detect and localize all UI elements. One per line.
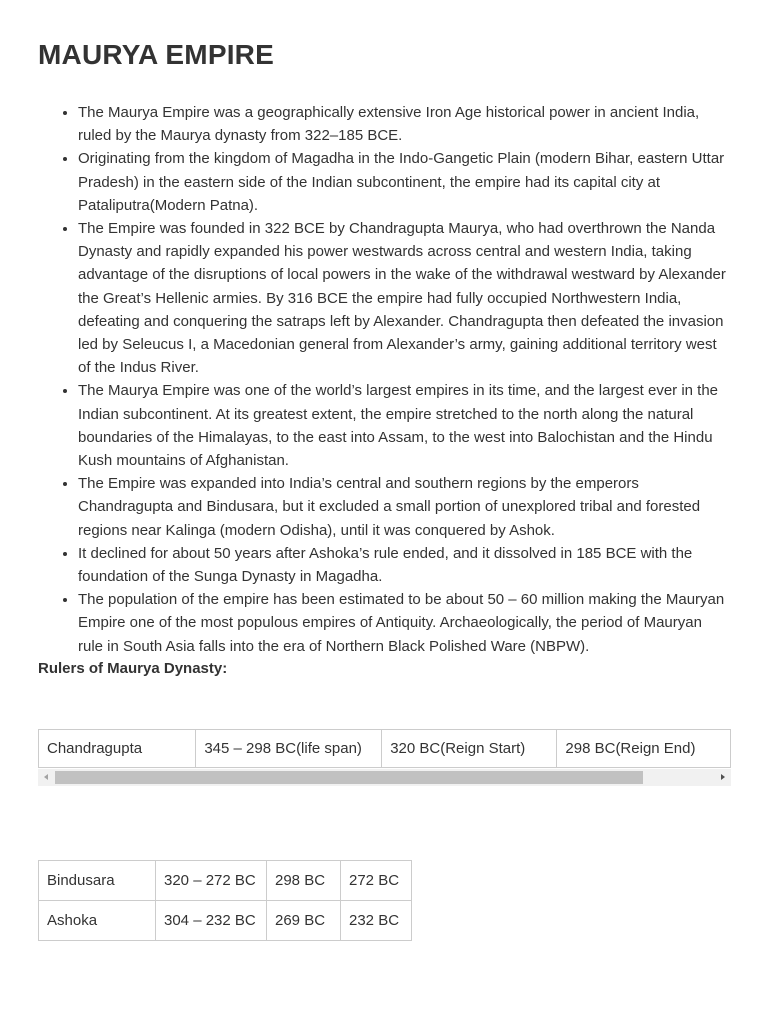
scrollbar-thumb[interactable] xyxy=(55,771,643,784)
rulers-table xyxy=(38,860,412,941)
table-cell-life-span: 345 – 298 BC(life span) xyxy=(196,730,382,768)
table-cell-reign-end: 272 BC xyxy=(341,861,412,901)
table-cell-reign-start: 320 BC(Reign Start) xyxy=(382,730,557,768)
table-row xyxy=(39,861,412,901)
list-item: • The Maurya Empire was one of the world’s largest empires in its time, and the largest ever in the Indian subcontinent. At its greatest extent, the empire stretched to the north along the natural boundaries of the Himalayas, to the east into Assam, to the west into Balochistan and the Hindu Kush mountains of Afghanistan. xyxy=(78,379,730,472)
scroll-left-arrow-icon[interactable] xyxy=(38,769,55,786)
table-cell-reign-end: 298 BC(Reign End) xyxy=(557,730,731,768)
facts-list xyxy=(38,101,730,658)
rulers-heading: Rulers of Maurya Dynasty: xyxy=(38,660,228,677)
table-cell-reign-start: 269 BC xyxy=(267,901,341,941)
list-item: • The Maurya Empire was a geographically extensive Iron Age historical power in ancient India, ruled by the Maurya dynasty from 322–185 BCE. xyxy=(78,101,730,147)
scroll-right-arrow-icon[interactable] xyxy=(714,769,731,786)
rulers-table-wide xyxy=(38,729,731,768)
wide-table-scroll-container[interactable] xyxy=(38,729,731,786)
list-item: • It declined for about 50 years after Ashoka’s rule ended, and it dissolved in 185 BCE with the foundation of the Sunga Dynasty in Magadha. xyxy=(78,542,730,588)
list-item: • Originating from the kingdom of Magadha in the Indo-Gangetic Plain (modern Bihar, eastern Uttar Pradesh) in the eastern side of the Indian subcontinent, the empire had its capital city at Pataliputra(Modern Patna). xyxy=(78,147,730,217)
table-cell-reign-end: 232 BC xyxy=(341,901,412,941)
table-cell-ruler-name: Ashoka xyxy=(39,901,156,941)
table-row xyxy=(39,730,731,768)
table-cell-reign-start: 298 BC xyxy=(267,861,341,901)
table-cell-life-span: 320 – 272 BC xyxy=(156,861,267,901)
table-cell-ruler-name: Bindusara xyxy=(39,861,156,901)
list-item: • The Empire was founded in 322 BCE by Chandragupta Maurya, who had overthrown the Nanda Dynasty and rapidly expanded his power westwards across central and western India, taking advantage of the disruptions of local powers in the wake of the withdrawal westward by Alexander the Great’s Hellenic armies. By 316 BCE the empire had fully occupied Northwestern India, defeating and conquering the satraps left by Alexander. Chandragupta then defeated the invasion led by Seleucus I, a Macedonian general from Alexander’s army, gaining additional territory west of the Indus River. xyxy=(78,217,730,379)
table-cell-ruler-name: Chandragupta xyxy=(39,730,196,768)
page-title: MAURYA EMPIRE xyxy=(38,39,274,70)
horizontal-scrollbar[interactable] xyxy=(38,769,731,786)
table-cell-life-span: 304 – 232 BC xyxy=(156,901,267,941)
list-item: • The Empire was expanded into India’s central and southern regions by the emperors Chandragupta and Bindusara, but it excluded a small portion of unexplored tribal and forested regions near Kalinga (modern Odisha), until it was conquered by Ashok. xyxy=(78,472,730,542)
list-item: • The population of the empire has been estimated to be about 50 – 60 million making the Mauryan Empire one of the most populous empires of Antiquity. Archaeologically, the period of Mauryan rule in South Asia falls into the era of Northern Black Polished Ware (NBPW). xyxy=(78,588,730,658)
table-row xyxy=(39,901,412,941)
